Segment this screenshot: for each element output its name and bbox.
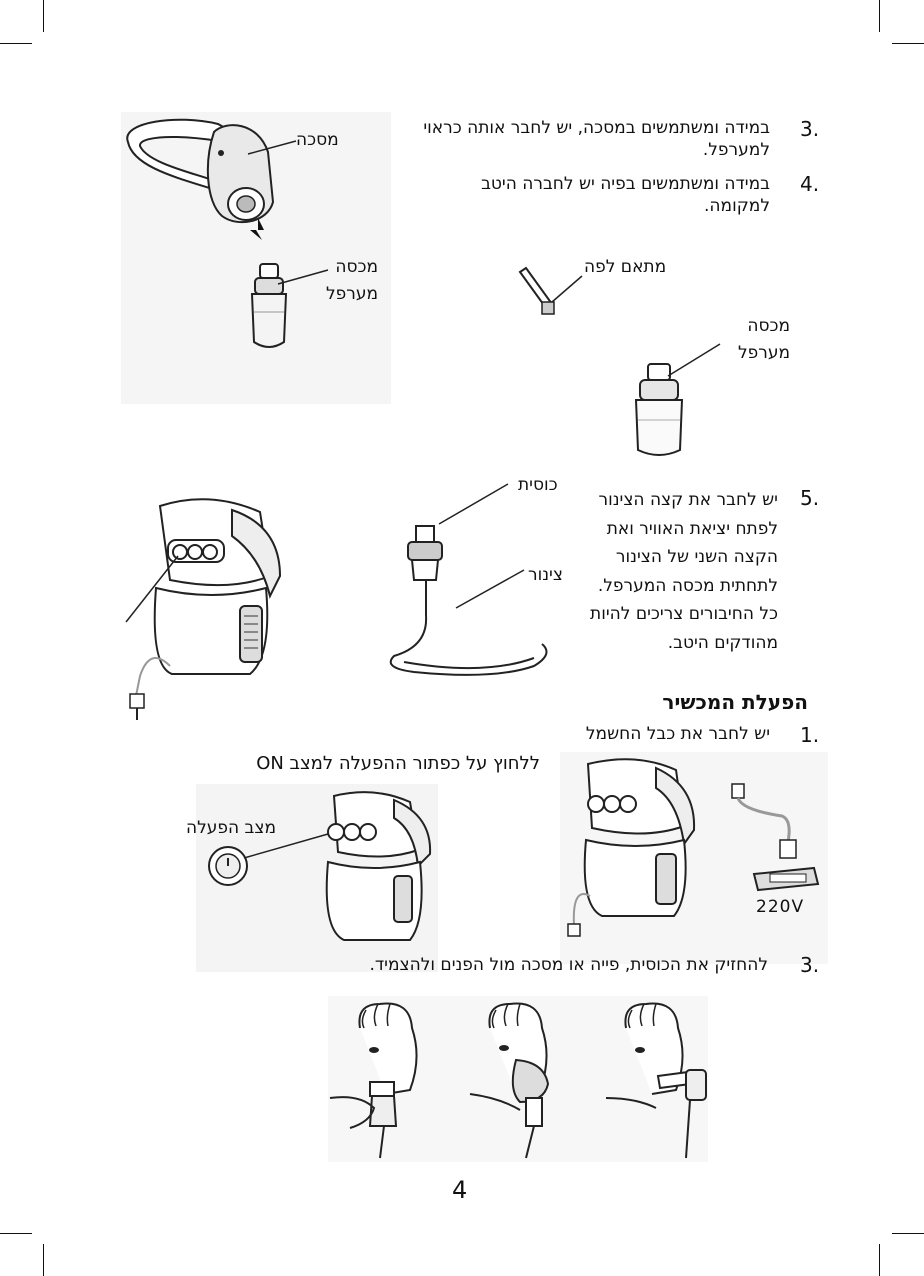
power-button-icon bbox=[206, 842, 250, 892]
nebulizer-cup-label-1 bbox=[326, 254, 378, 308]
step-4-number: 4. bbox=[800, 172, 820, 196]
crop-mark bbox=[892, 43, 924, 44]
mouthpiece-adapter-icon bbox=[512, 258, 572, 328]
leader-line bbox=[668, 340, 728, 380]
step-3-number: 3. bbox=[800, 117, 820, 141]
step-5-line: כל החיבורים צריכים להיות bbox=[590, 604, 778, 625]
face-with-mouthpiece-illustration bbox=[596, 998, 716, 1158]
page-number: 4 bbox=[452, 1176, 468, 1204]
step-5-line: לפתח יציאת האוויר ואת bbox=[606, 518, 778, 539]
nebulizer-cup-label-2 bbox=[738, 313, 790, 367]
step-5-line: לתחתית מכסה המערפל. bbox=[597, 575, 778, 596]
crop-mark bbox=[879, 1244, 880, 1276]
operation-heading: הפעלת המכשיר bbox=[662, 690, 808, 714]
face-with-cup-illustration bbox=[330, 998, 440, 1158]
label-line: מכסה bbox=[747, 316, 791, 336]
step-4-text: במידה ומשתמשים בפיה יש לחברה היטב למקומה. bbox=[481, 174, 770, 216]
crop-mark bbox=[43, 1244, 44, 1276]
crop-mark bbox=[0, 43, 32, 44]
tube-label: צינור bbox=[528, 565, 563, 585]
power-button-label: מצב הפעלה bbox=[186, 818, 276, 838]
step-5-line: מהודקים היטב. bbox=[667, 632, 778, 653]
op-step-3-text: להחזיק את הכוסית, פייה או מסכה מול הפנים ולהצמיד. bbox=[369, 955, 768, 975]
mask-label: מסכה bbox=[296, 130, 339, 150]
step-3-text: במידה ומשתמשים במסכה, יש לחבר אותה כראוי למערפל. bbox=[423, 118, 770, 160]
voltage-label: 220V bbox=[756, 897, 805, 917]
crop-mark bbox=[43, 0, 44, 32]
power-plug-icon bbox=[722, 780, 822, 900]
op-step-2-text: ללחוץ על כפתור ההפעלה למצב ON bbox=[256, 753, 540, 774]
face-with-mask-illustration bbox=[460, 998, 570, 1158]
crop-mark bbox=[879, 0, 880, 32]
step-5-text bbox=[588, 486, 778, 658]
op-step-1-text: יש לחבר את כבל החשמל bbox=[585, 724, 770, 744]
mouthpiece-adapter-label: מתאם לפה bbox=[584, 257, 667, 277]
step-5-line: הקצה השני של הצינור bbox=[615, 547, 778, 568]
cup-label: כוסית bbox=[518, 475, 558, 495]
step-5-number: 5. bbox=[800, 486, 820, 510]
label-line: מערפל bbox=[326, 284, 379, 304]
compressor-illustration bbox=[566, 756, 706, 946]
crop-mark bbox=[892, 1233, 924, 1234]
step-5-line: יש לחבר את קצה הצינור bbox=[598, 490, 778, 510]
compressor-illustration bbox=[314, 790, 434, 950]
op-step-3-number: 3. bbox=[800, 953, 820, 977]
compressor-illustration bbox=[120, 496, 300, 726]
crop-mark bbox=[0, 1233, 32, 1234]
label-line: מכסה bbox=[335, 257, 379, 277]
label-line: מערפל bbox=[738, 343, 791, 363]
op-step-1-number: 1. bbox=[800, 723, 820, 747]
